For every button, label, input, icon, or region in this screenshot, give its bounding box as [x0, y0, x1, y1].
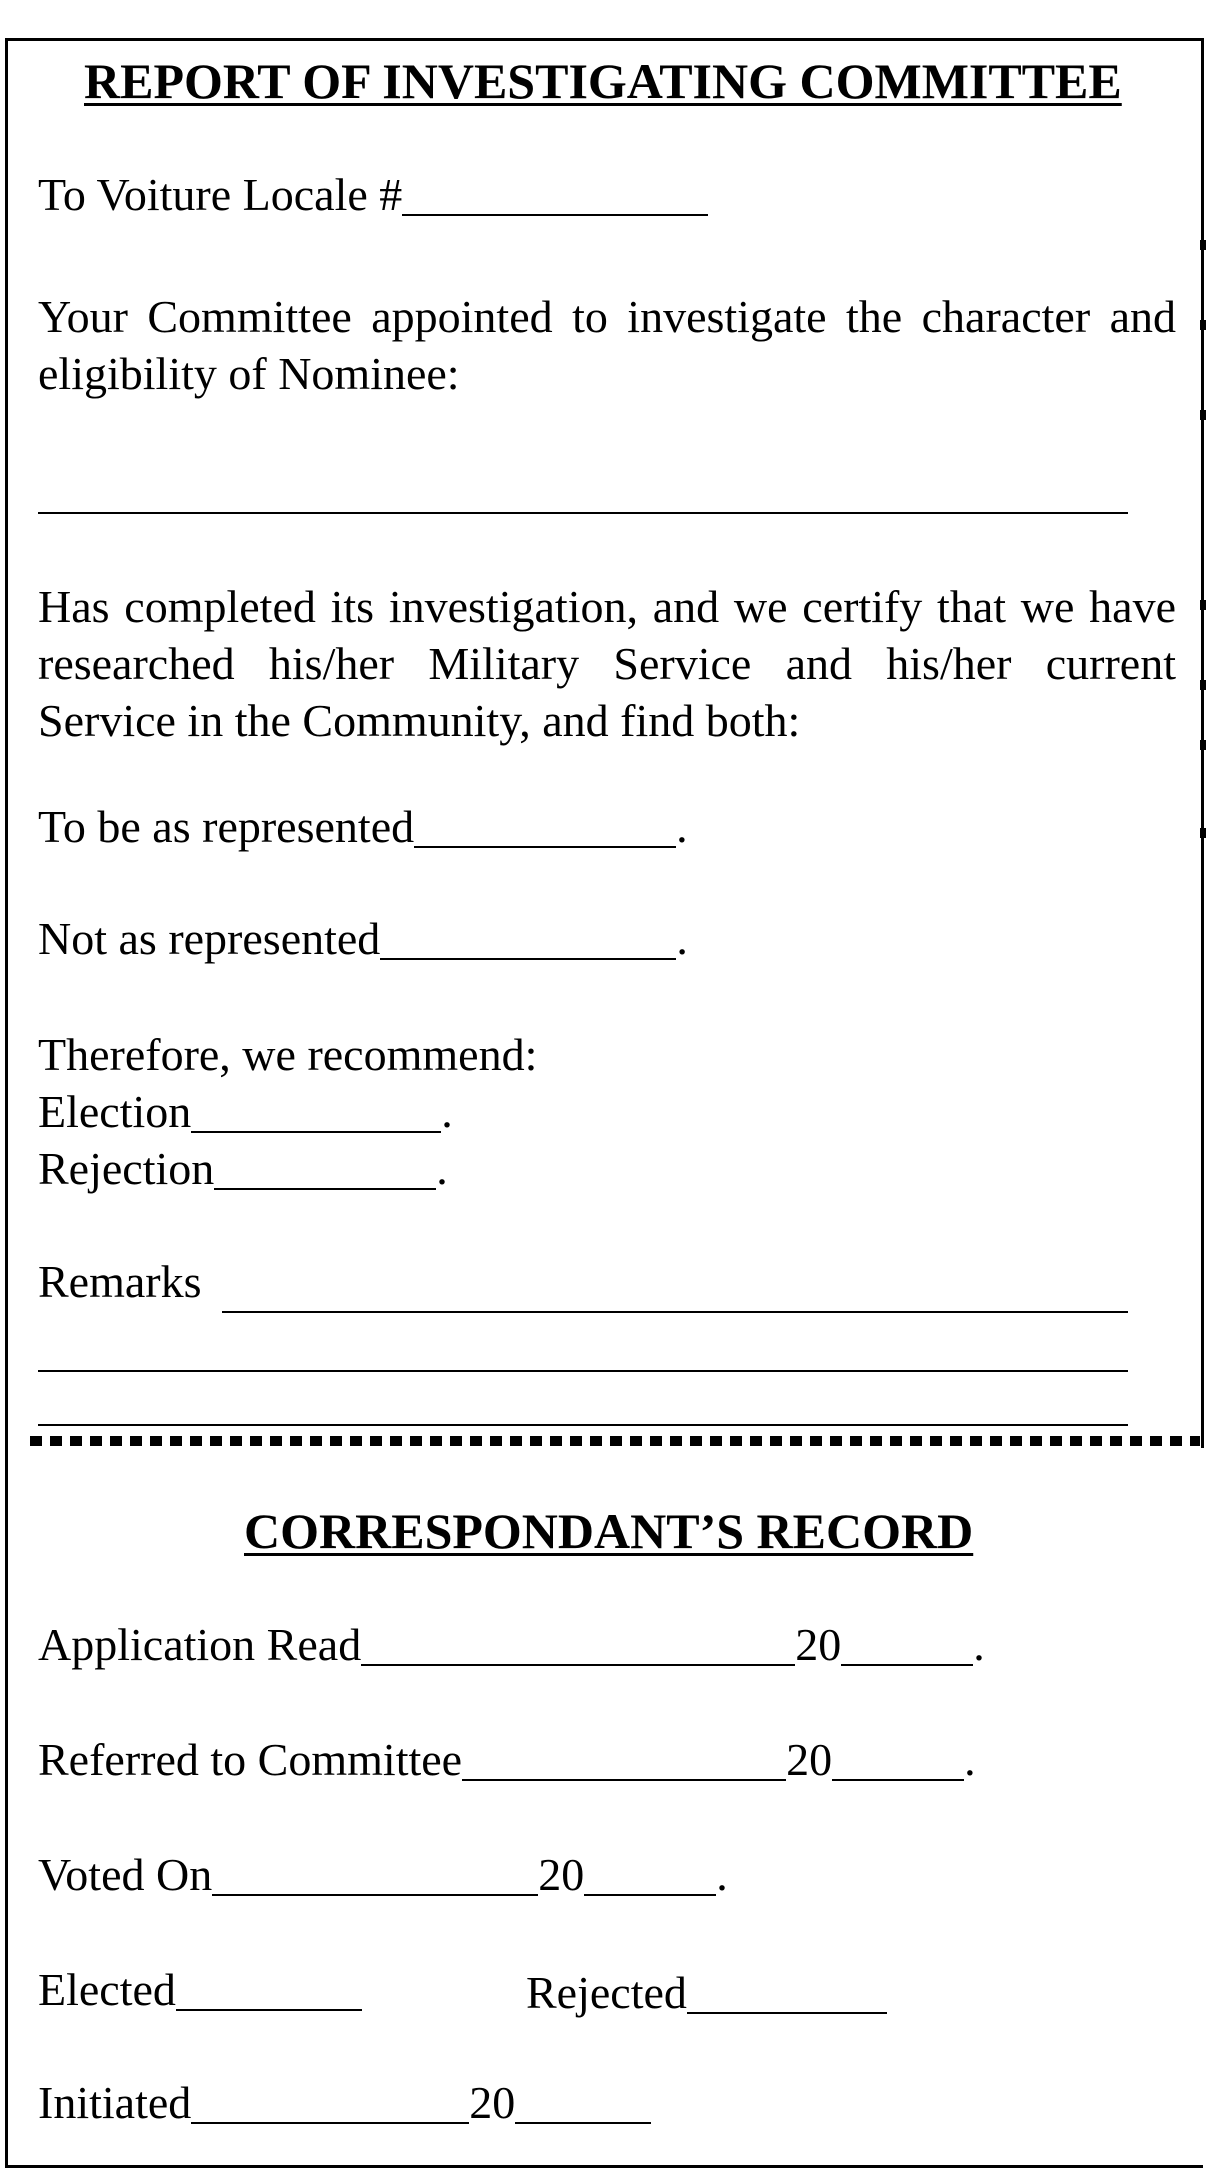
period: . [676, 801, 688, 852]
initiated-label: Initiated [38, 2077, 192, 2128]
referred-field[interactable] [462, 1733, 786, 1781]
initiated-line [38, 2076, 651, 2129]
edge-mark [1200, 320, 1206, 330]
as-represented-label: To be as represented [38, 801, 415, 852]
voted-on-field[interactable] [212, 1848, 538, 1896]
year-prefix: 20 [786, 1734, 833, 1785]
frame-border-left [5, 38, 8, 2168]
period: . [676, 913, 688, 964]
election-label: Election [38, 1086, 192, 1137]
voted-on-year-field[interactable] [584, 1848, 716, 1896]
remarks-field-line-3[interactable] [38, 1424, 1128, 1426]
rejection-line [38, 1142, 448, 1195]
remarks-field-line-2[interactable] [38, 1370, 1128, 1372]
not-represented-line [38, 912, 688, 965]
record-title: CORRESPONDANT’S RECORD [244, 1503, 974, 1559]
rejected-field[interactable] [687, 1966, 887, 2014]
initiated-year-field[interactable] [515, 2076, 651, 2124]
edge-mark [1200, 740, 1206, 750]
rejection-field[interactable] [214, 1142, 436, 1190]
application-read-label: Application Read [38, 1619, 362, 1670]
completed-paragraph: Has completed its investigation, and we certify that we have researched his/her Military Service and his/her current Service in the Community, and find both: [38, 581, 1176, 746]
application-read-field[interactable] [361, 1618, 795, 1666]
referred-line [38, 1733, 976, 1786]
voted-on-line [38, 1848, 728, 1901]
edge-mark [1200, 240, 1206, 250]
voted-on-label: Voted On [38, 1849, 213, 1900]
voiture-locale-label: To Voiture Locale # [38, 169, 403, 220]
edge-mark [1200, 600, 1206, 610]
nominee-name-field[interactable] [38, 512, 1128, 514]
recommend-label: Therefore, we recommend: [38, 1029, 538, 1080]
as-represented-line [38, 800, 688, 853]
voiture-locale-field[interactable] [402, 168, 708, 216]
elected-line [38, 1963, 362, 2016]
year-prefix: 20 [469, 2077, 516, 2128]
edge-mark [1200, 410, 1206, 420]
report-title: REPORT OF INVESTIGATING COMMITTEE [84, 53, 1122, 109]
rejection-label: Rejection [38, 1143, 215, 1194]
remarks-line [38, 1255, 202, 1308]
remarks-label: Remarks [38, 1256, 202, 1307]
frame-border-bottom [5, 2165, 1203, 2168]
application-read-line [38, 1618, 985, 1671]
edge-mark [1200, 828, 1206, 838]
rejected-line [526, 1966, 887, 2019]
not-represented-field[interactable] [380, 912, 676, 960]
period: . [964, 1734, 976, 1785]
year-prefix: 20 [538, 1849, 585, 1900]
remarks-field[interactable] [222, 1311, 1128, 1313]
period: . [716, 1849, 728, 1900]
voiture-locale-line [38, 168, 708, 221]
election-line [38, 1085, 453, 1138]
period: . [441, 1086, 453, 1137]
committee-paragraph: Your Committee appointed to investigate the character and eligibility of Nominee: [38, 291, 1176, 399]
not-represented-label: Not as represented [38, 913, 381, 964]
period: . [973, 1619, 985, 1670]
year-prefix: 20 [795, 1619, 842, 1670]
application-read-year-field[interactable] [841, 1618, 973, 1666]
cut-line-divider [30, 1436, 1200, 1446]
edge-mark [1200, 680, 1206, 690]
period: . [436, 1143, 448, 1194]
frame-border-top [5, 38, 1203, 41]
referred-label: Referred to Committee [38, 1734, 463, 1785]
elected-label: Elected [38, 1964, 176, 2015]
initiated-field[interactable] [191, 2076, 469, 2124]
as-represented-field[interactable] [414, 800, 676, 848]
elected-field[interactable] [176, 1963, 362, 2011]
election-field[interactable] [191, 1085, 441, 1133]
rejected-label: Rejected [526, 1967, 687, 2018]
referred-year-field[interactable] [832, 1733, 964, 1781]
